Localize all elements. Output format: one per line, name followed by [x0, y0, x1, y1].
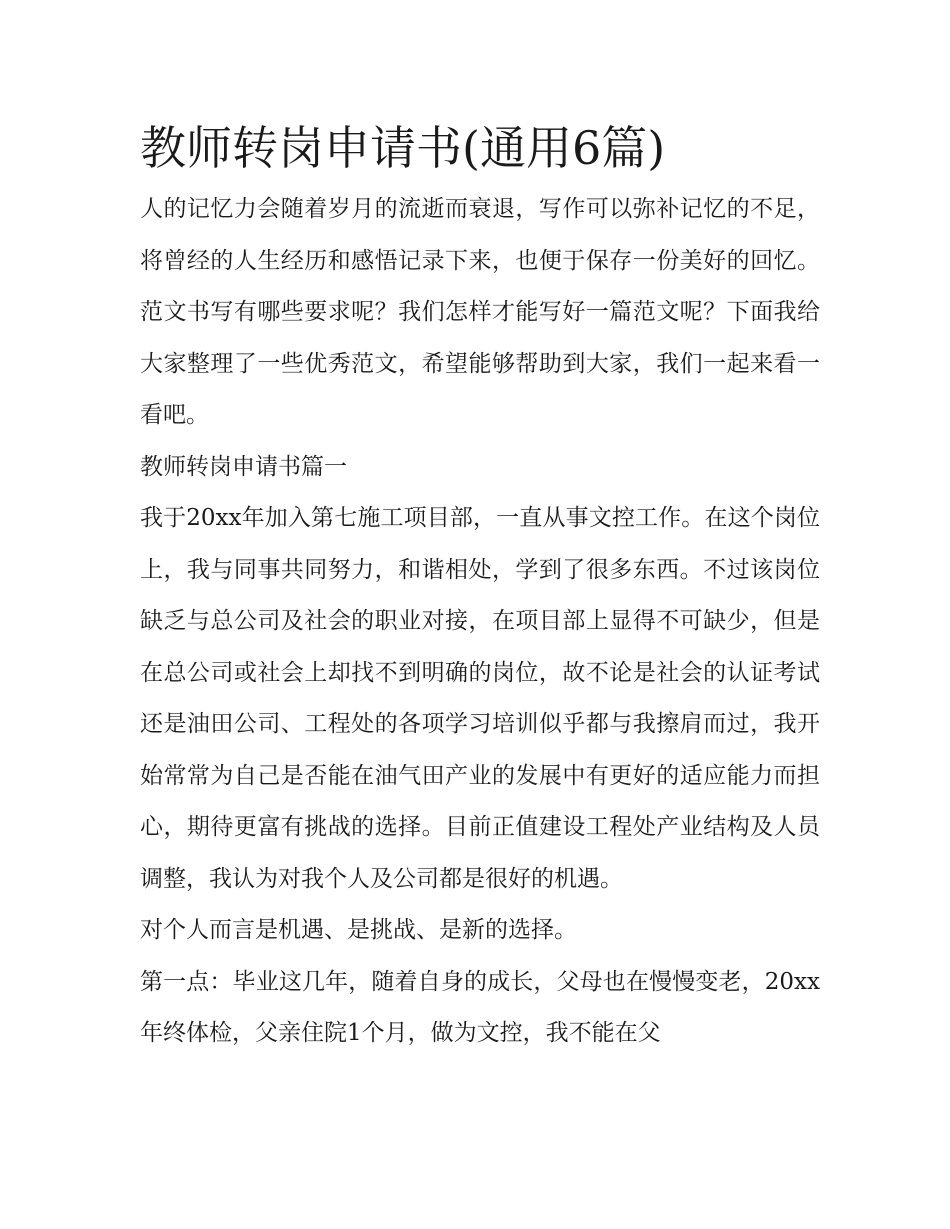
body-paragraph-1: 我于20xx年加入第七施工项目部，一直从事文控工作。在这个岗位上，我与同事共同努力，和谐相处，学到了很多东西。不过该岗位缺乏与总公司及社会的职业对接，在项目部上显得不可缺少，但是在总公司或社会上却找不到明确的岗位，故不论是社会的认证考试还是油田公司、工程处的各项学习培训似乎都与我擦肩而过，我开始常常为自己是否能在油气田产业的发展中有更好的适应能力而担心，期待更富有挑战的选择。目前正值建设工程处产业结构及人员调整，我认为对我个人及公司都是很好的机遇。 — [140, 505, 820, 892]
body-paragraph-2: 对个人而言是机遇、是挑战、是新的选择。 — [140, 917, 577, 943]
body-paragraph-3: 第一点：毕业这几年，随着自身的成长，父母也在慢慢变老，20xx年终体检，父亲住院1个月，做为文控，我不能在父 — [140, 968, 820, 1046]
document-content — [140, 112, 820, 1060]
document-title: 教师转岗申请书(通用6篇) — [140, 121, 666, 175]
intro-paragraph: 人的记忆力会随着岁月的流逝而衰退，写作可以弥补记忆的不足，将曾经的人生经历和感悟记录下来，也便于保存一份美好的回忆。范文书写有哪些要求呢？我们怎样才能写好一篇范文呢？下面我给大家整理了一些优秀范文，希望能够帮助到大家，我们一起来看一看吧。 — [140, 196, 820, 428]
section-heading: 教师转岗申请书篇一 — [140, 453, 347, 480]
